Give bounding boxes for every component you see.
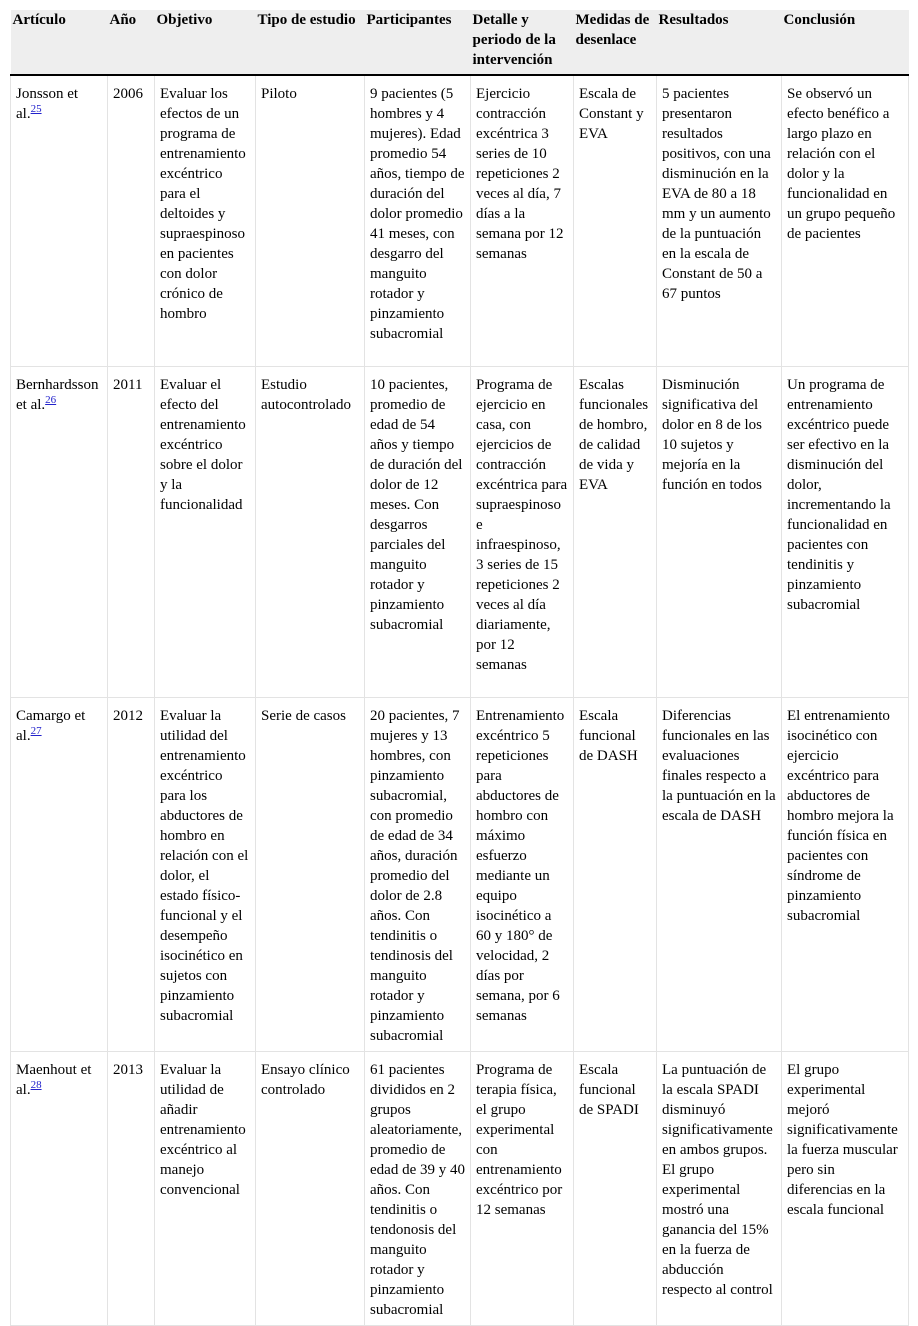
cell-objective: Evaluar la utilidad del entrenamiento excéntrico para los abductores de hombro en relación con el dolor, el estado físico-funcional y el desempeño isocinético en sujetos con pinzamiento subacromial — [155, 697, 256, 1051]
cell-outcomes: Escalas funcionales de hombro, de calidad de vida y EVA — [574, 366, 657, 697]
cell-outcomes: Escala de Constant y EVA — [574, 75, 657, 366]
cell-study-type: Ensayo clínico controlado — [256, 1051, 365, 1325]
cell-participants: 10 pacientes, promedio de edad de 54 años y tiempo de duración del dolor de 12 meses. Con desgarros parciales del manguito rotador y pinzamiento subacromial — [365, 366, 471, 697]
reference-link[interactable]: 27 — [30, 724, 42, 737]
cell-article — [11, 1051, 108, 1325]
reference-link[interactable]: 28 — [30, 1078, 42, 1091]
table-header-row — [11, 10, 909, 75]
table-row — [11, 366, 909, 697]
cell-objective: Evaluar el efecto del entrenamiento excéntrico sobre el dolor y la funcionalidad — [155, 366, 256, 697]
cell-conclusion: Un programa de entrenamiento excéntrico puede ser efectivo en la disminución del dolor, incrementando la funcionalidad en pacientes con tendinitis y pinzamiento subacromial — [782, 366, 909, 697]
reference-link[interactable]: 26 — [45, 393, 57, 406]
cell-conclusion: El entrenamiento isocinético con ejercicio excéntrico para abductores de hombro mejora la función física en pacientes con síndrome de pinzamiento subacromial — [782, 697, 909, 1051]
table-row — [11, 1051, 909, 1325]
cell-article — [11, 366, 108, 697]
header-objective: Objetivo — [155, 10, 256, 75]
cell-study-type: Estudio autocontrolado — [256, 366, 365, 697]
header-study-type: Tipo de estudio — [256, 10, 365, 75]
cell-results: Diferencias funcionales en las evaluaciones finales respecto a la puntuación en la escala de DASH — [657, 697, 782, 1051]
cell-study-type: Piloto — [256, 75, 365, 366]
article-author: Jonsson et al. — [16, 86, 79, 122]
cell-study-type: Serie de casos — [256, 697, 365, 1051]
header-intervention: Detalle y periodo de la intervención — [471, 10, 574, 75]
table-row — [11, 75, 909, 366]
cell-year: 2012 — [108, 697, 155, 1051]
cell-results: La puntuación de la escala SPADI disminuyó significativamente en ambos grupos. El grupo experimental mostró una ganancia del 15% en la fuerza de abducción respecto al control — [657, 1051, 782, 1325]
cell-year: 2013 — [108, 1051, 155, 1325]
article-author: Bernhardsson et al. — [16, 376, 99, 413]
cell-conclusion: El grupo experimental mejoró significativamente la fuerza muscular pero sin diferencias en la escala funcional — [782, 1051, 909, 1325]
cell-objective: Evaluar la utilidad de añadir entrenamiento excéntrico al manejo convencional — [155, 1051, 256, 1325]
header-article: Artículo — [11, 10, 108, 75]
cell-article — [11, 697, 108, 1051]
cell-participants: 9 pacientes (5 hombres y 4 mujeres). Edad promedio 54 años, tiempo de duración del dolor promedio 41 meses, con desgarro del manguito rotador y pinzamiento subacromial — [365, 75, 471, 366]
header-results: Resultados — [657, 10, 782, 75]
article-author: Maenhout et al. — [16, 1061, 92, 1098]
cell-intervention: Entrenamiento excéntrico 5 repeticiones para abductores de hombro con máximo esfuerzo mediante un equipo isocinético a 60 y 180° de velocidad, 2 días por semana, por 6 semanas — [471, 697, 574, 1051]
article-author: Camargo et al. — [16, 707, 86, 744]
cell-year: 2011 — [108, 366, 155, 697]
header-participants: Participantes — [365, 10, 471, 75]
cell-intervention: Programa de terapia física, el grupo experimental con entrenamiento excéntrico por 12 semanas — [471, 1051, 574, 1325]
reference-link[interactable]: 25 — [30, 103, 42, 115]
header-year: Año — [108, 10, 155, 75]
cell-participants: 61 pacientes divididos en 2 grupos aleatoriamente, promedio de edad de 39 y 40 años. Con tendinitis o tendonosis del manguito rotador y pinzamiento subacromial — [365, 1051, 471, 1325]
cell-intervention: Programa de ejercicio en casa, con ejercicios de contracción excéntrica para supraespinoso e infraespinoso, 3 series de 15 repeticiones 2 veces al día diariamente, por 12 semanas — [471, 366, 574, 697]
table-row — [11, 697, 909, 1051]
cell-outcomes: Escala funcional de DASH — [574, 697, 657, 1051]
header-conclusion: Conclusión — [782, 10, 909, 75]
cell-results: 5 pacientes presentaron resultados positivos, con una disminución en la EVA de 80 a 18 mm y un aumento de la puntuación en la escala de Constant de 50 a 67 puntos — [657, 75, 782, 366]
cell-outcomes: Escala funcional de SPADI — [574, 1051, 657, 1325]
cell-conclusion: Se observó un efecto benéfico a largo plazo en relación con el dolor y la funcionalidad en un grupo pequeño de pacientes — [782, 75, 909, 366]
studies-table — [10, 10, 909, 1326]
cell-article — [11, 75, 108, 366]
cell-year: 2006 — [108, 75, 155, 366]
cell-results: Disminución significativa del dolor en 8 de los 10 sujetos y mejoría en la función en todos — [657, 366, 782, 697]
header-outcomes: Medidas de desenlace — [574, 10, 657, 75]
cell-intervention: Ejercicio contracción excéntrica 3 series de 10 repeticiones 2 veces al día, 7 días a la semana por 12 semanas — [471, 75, 574, 366]
cell-participants: 20 pacientes, 7 mujeres y 13 hombres, con pinzamiento subacromial, con promedio de edad de 34 años, duración promedio del dolor de 2.8 años. Con tendinitis o tendinosis del manguito rotador y pinzamiento subacromial — [365, 697, 471, 1051]
cell-objective: Evaluar los efectos de un programa de entrenamiento excéntrico para el deltoides y supraespinoso en pacientes con dolor crónico de hombro — [155, 75, 256, 366]
